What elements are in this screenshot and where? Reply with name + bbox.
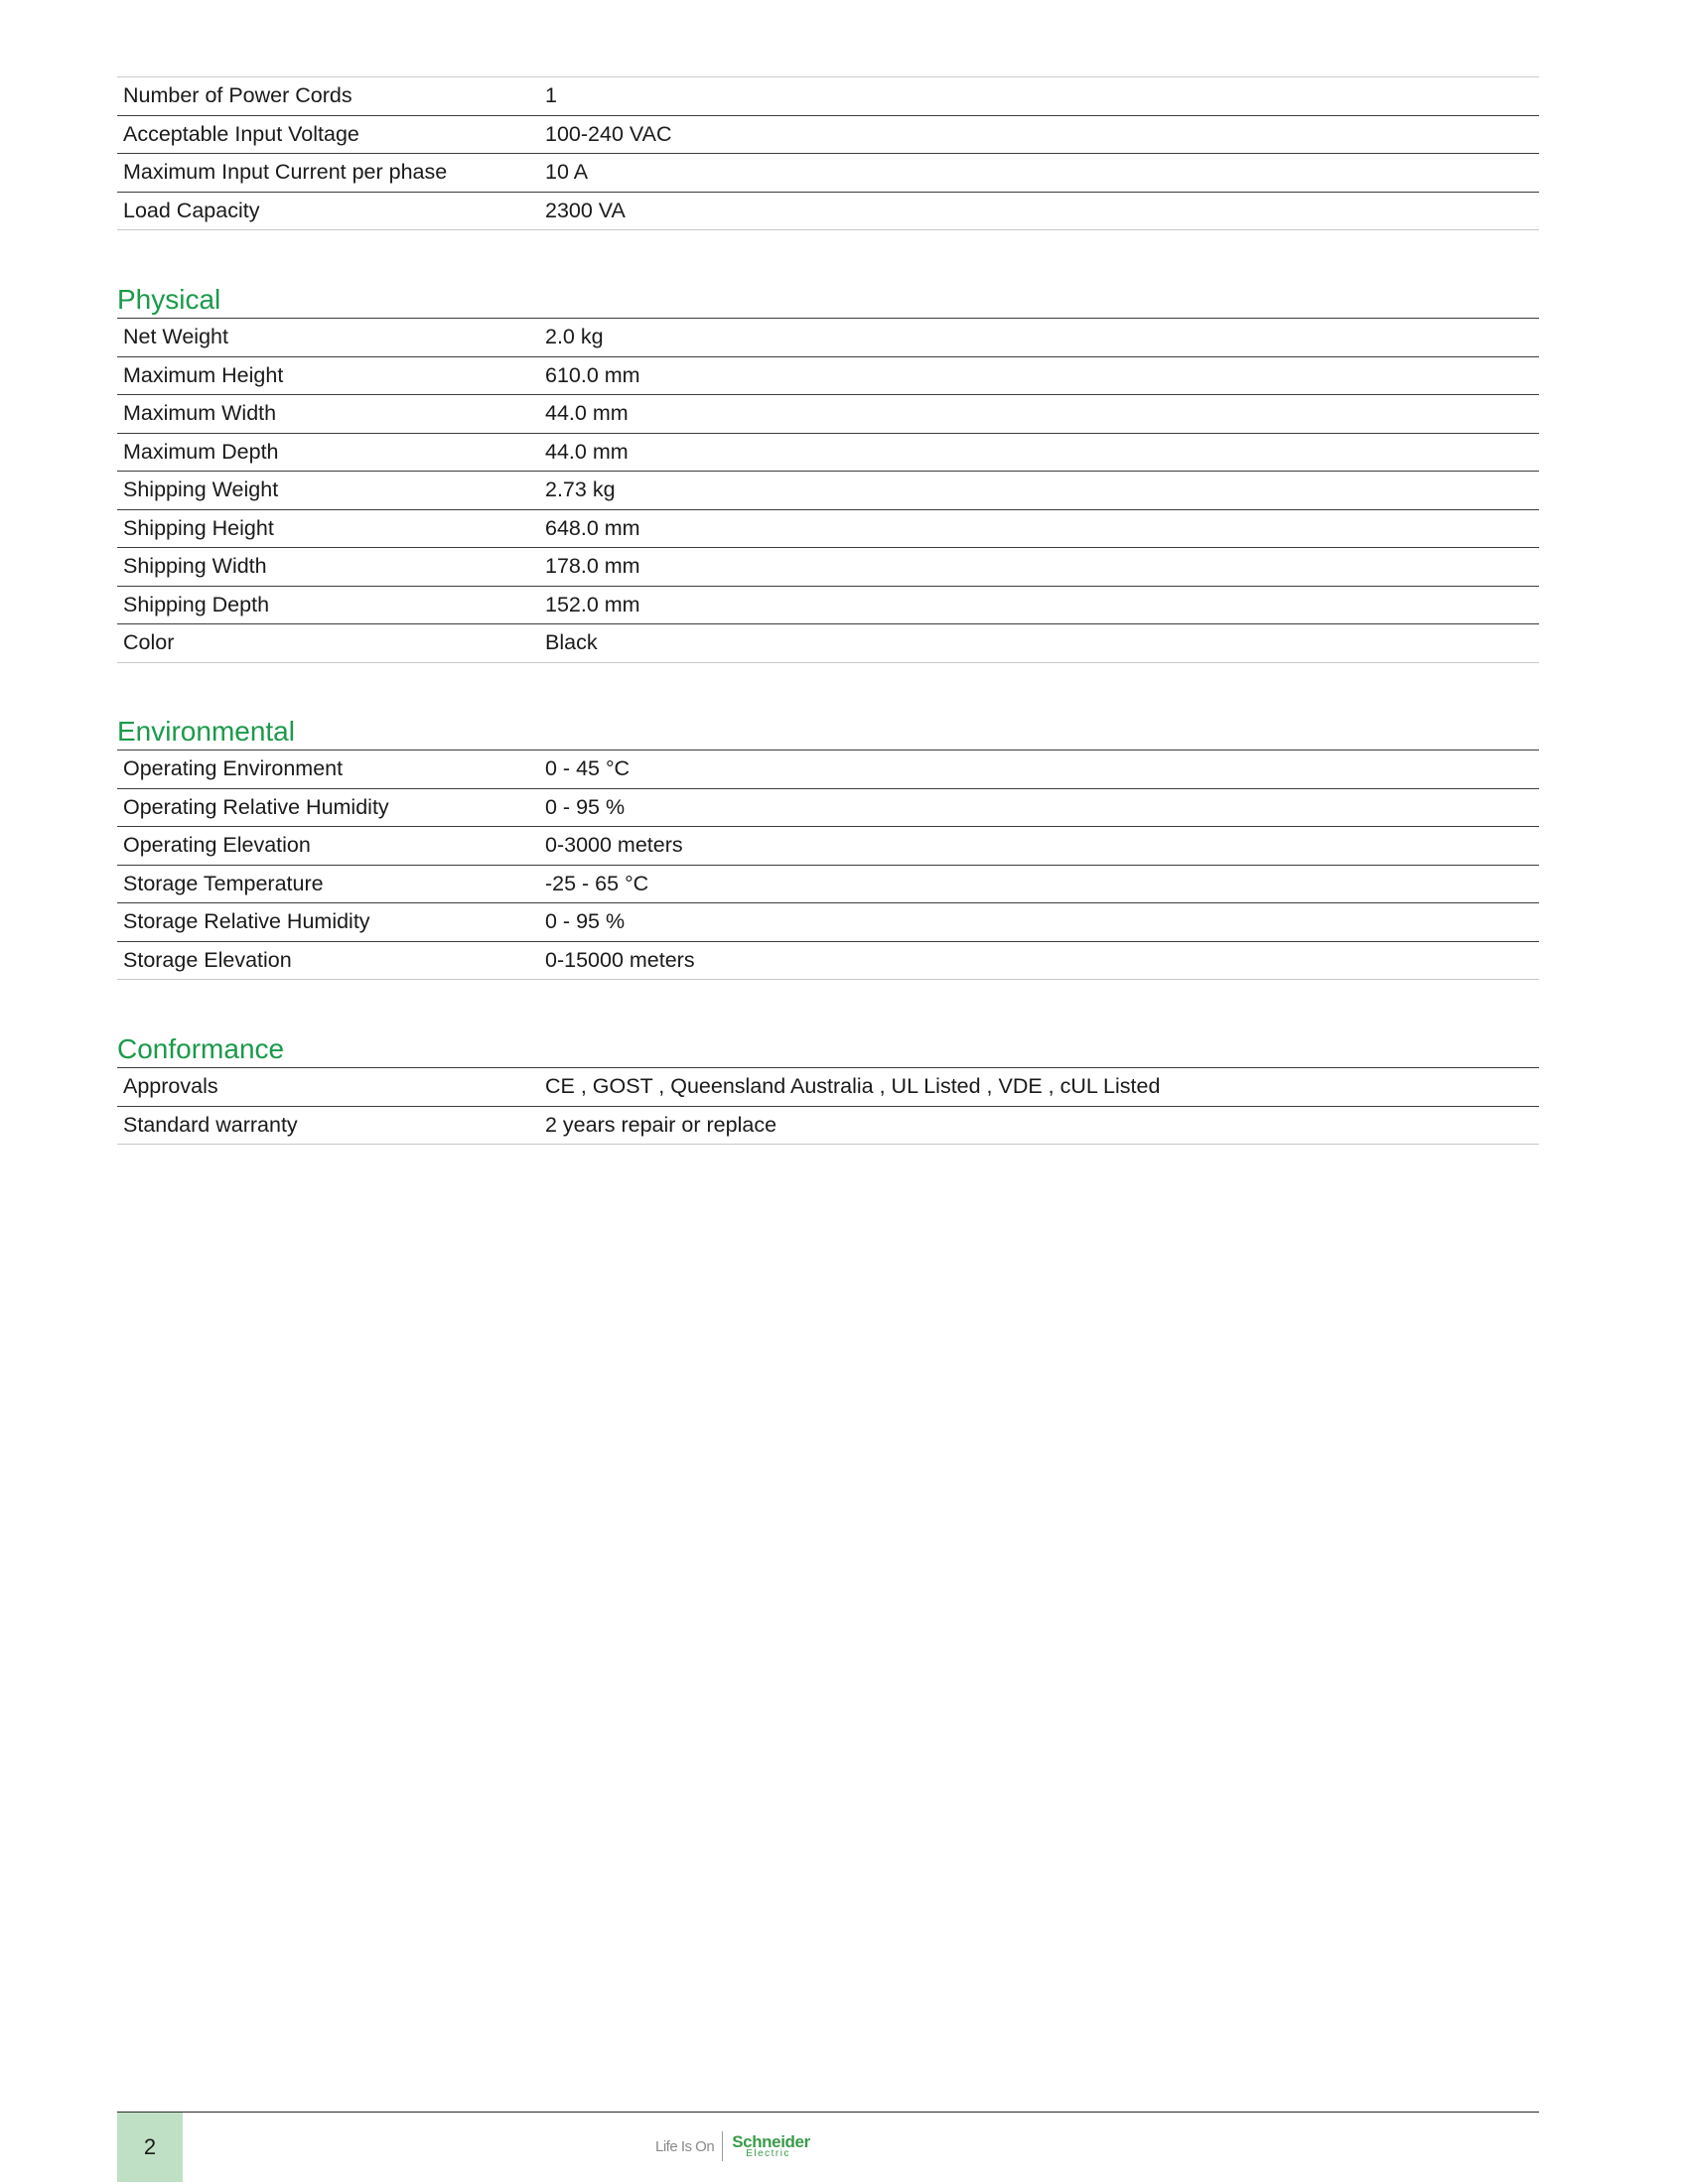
spec-value: 0 - 95 % [539, 788, 1539, 827]
spec-label: Standard warranty [117, 1106, 539, 1145]
page-number: 2 [117, 2113, 183, 2182]
brand-sub: Electric [746, 2148, 790, 2159]
spec-label: Operating Elevation [117, 827, 539, 866]
spec-label: Approvals [117, 1068, 539, 1107]
spec-value: 44.0 mm [539, 395, 1539, 434]
spec-value: 2300 VA [539, 192, 1539, 230]
table-row [117, 319, 1539, 357]
brand-tagline: Life Is On [655, 2137, 715, 2155]
table-row [117, 1068, 1539, 1107]
spec-value: -25 - 65 °C [539, 865, 1539, 903]
table-row [117, 77, 1539, 116]
spec-value: 0 - 45 °C [539, 751, 1539, 789]
spec-label: Maximum Depth [117, 433, 539, 472]
section-environmental [117, 714, 1539, 980]
table-row [117, 356, 1539, 395]
spec-value: 0 - 95 % [539, 903, 1539, 942]
table-row [117, 433, 1539, 472]
spec-value: 178.0 mm [539, 548, 1539, 587]
spec-label: Number of Power Cords [117, 77, 539, 116]
spec-label: Net Weight [117, 319, 539, 357]
spec-value: 1 [539, 77, 1539, 116]
spec-value: 2.73 kg [539, 472, 1539, 510]
table-row [117, 509, 1539, 548]
table-row [117, 154, 1539, 193]
spec-label: Load Capacity [117, 192, 539, 230]
spec-value: 0-3000 meters [539, 827, 1539, 866]
spec-value: 152.0 mm [539, 586, 1539, 624]
spec-label: Storage Relative Humidity [117, 903, 539, 942]
physical-table [117, 318, 1539, 663]
spec-value: 2 years repair or replace [539, 1106, 1539, 1145]
table-row [117, 586, 1539, 624]
footer-divider [117, 2112, 1539, 2113]
table-row [117, 192, 1539, 230]
table-row [117, 827, 1539, 866]
spec-value: 648.0 mm [539, 509, 1539, 548]
brand-separator [722, 2131, 723, 2161]
table-row [117, 472, 1539, 510]
spec-label: Operating Environment [117, 751, 539, 789]
spec-label: Operating Relative Humidity [117, 788, 539, 827]
spec-value: 0-15000 meters [539, 941, 1539, 980]
spec-value: 610.0 mm [539, 356, 1539, 395]
section-title-conformance: Conformance [117, 1033, 285, 1064]
section-title-physical: Physical [117, 284, 221, 315]
spec-label: Shipping Width [117, 548, 539, 587]
schneider-logo [732, 2133, 810, 2159]
brand-name: Schneider [732, 2132, 810, 2151]
conformance-table [117, 1067, 1539, 1145]
section-physical [117, 282, 1539, 663]
table-row [117, 395, 1539, 434]
spec-value: Black [539, 624, 1539, 663]
table-row [117, 624, 1539, 663]
spec-label: Shipping Depth [117, 586, 539, 624]
electrical-table [117, 76, 1539, 230]
table-row [117, 115, 1539, 154]
spec-label: Storage Elevation [117, 941, 539, 980]
table-row [117, 548, 1539, 587]
table-row [117, 751, 1539, 789]
section-electrical [117, 76, 1539, 230]
table-row [117, 788, 1539, 827]
section-title-environmental: Environmental [117, 716, 295, 747]
spec-value: 2.0 kg [539, 319, 1539, 357]
spec-label: Acceptable Input Voltage [117, 115, 539, 154]
spec-label: Color [117, 624, 539, 663]
spec-label: Maximum Width [117, 395, 539, 434]
environmental-table [117, 750, 1539, 980]
table-row [117, 1106, 1539, 1145]
spec-value: CE , GOST , Queensland Australia , UL Listed , VDE , cUL Listed [539, 1068, 1539, 1107]
section-conformance [117, 1031, 1539, 1145]
spec-label: Shipping Height [117, 509, 539, 548]
spec-value: 100-240 VAC [539, 115, 1539, 154]
table-row [117, 865, 1539, 903]
spec-value: 10 A [539, 154, 1539, 193]
table-row [117, 903, 1539, 942]
spec-label: Storage Temperature [117, 865, 539, 903]
spec-label: Maximum Height [117, 356, 539, 395]
spec-label: Maximum Input Current per phase [117, 154, 539, 193]
spec-value: 44.0 mm [539, 433, 1539, 472]
brand-logo [655, 2128, 810, 2164]
spec-label: Shipping Weight [117, 472, 539, 510]
table-row [117, 941, 1539, 980]
